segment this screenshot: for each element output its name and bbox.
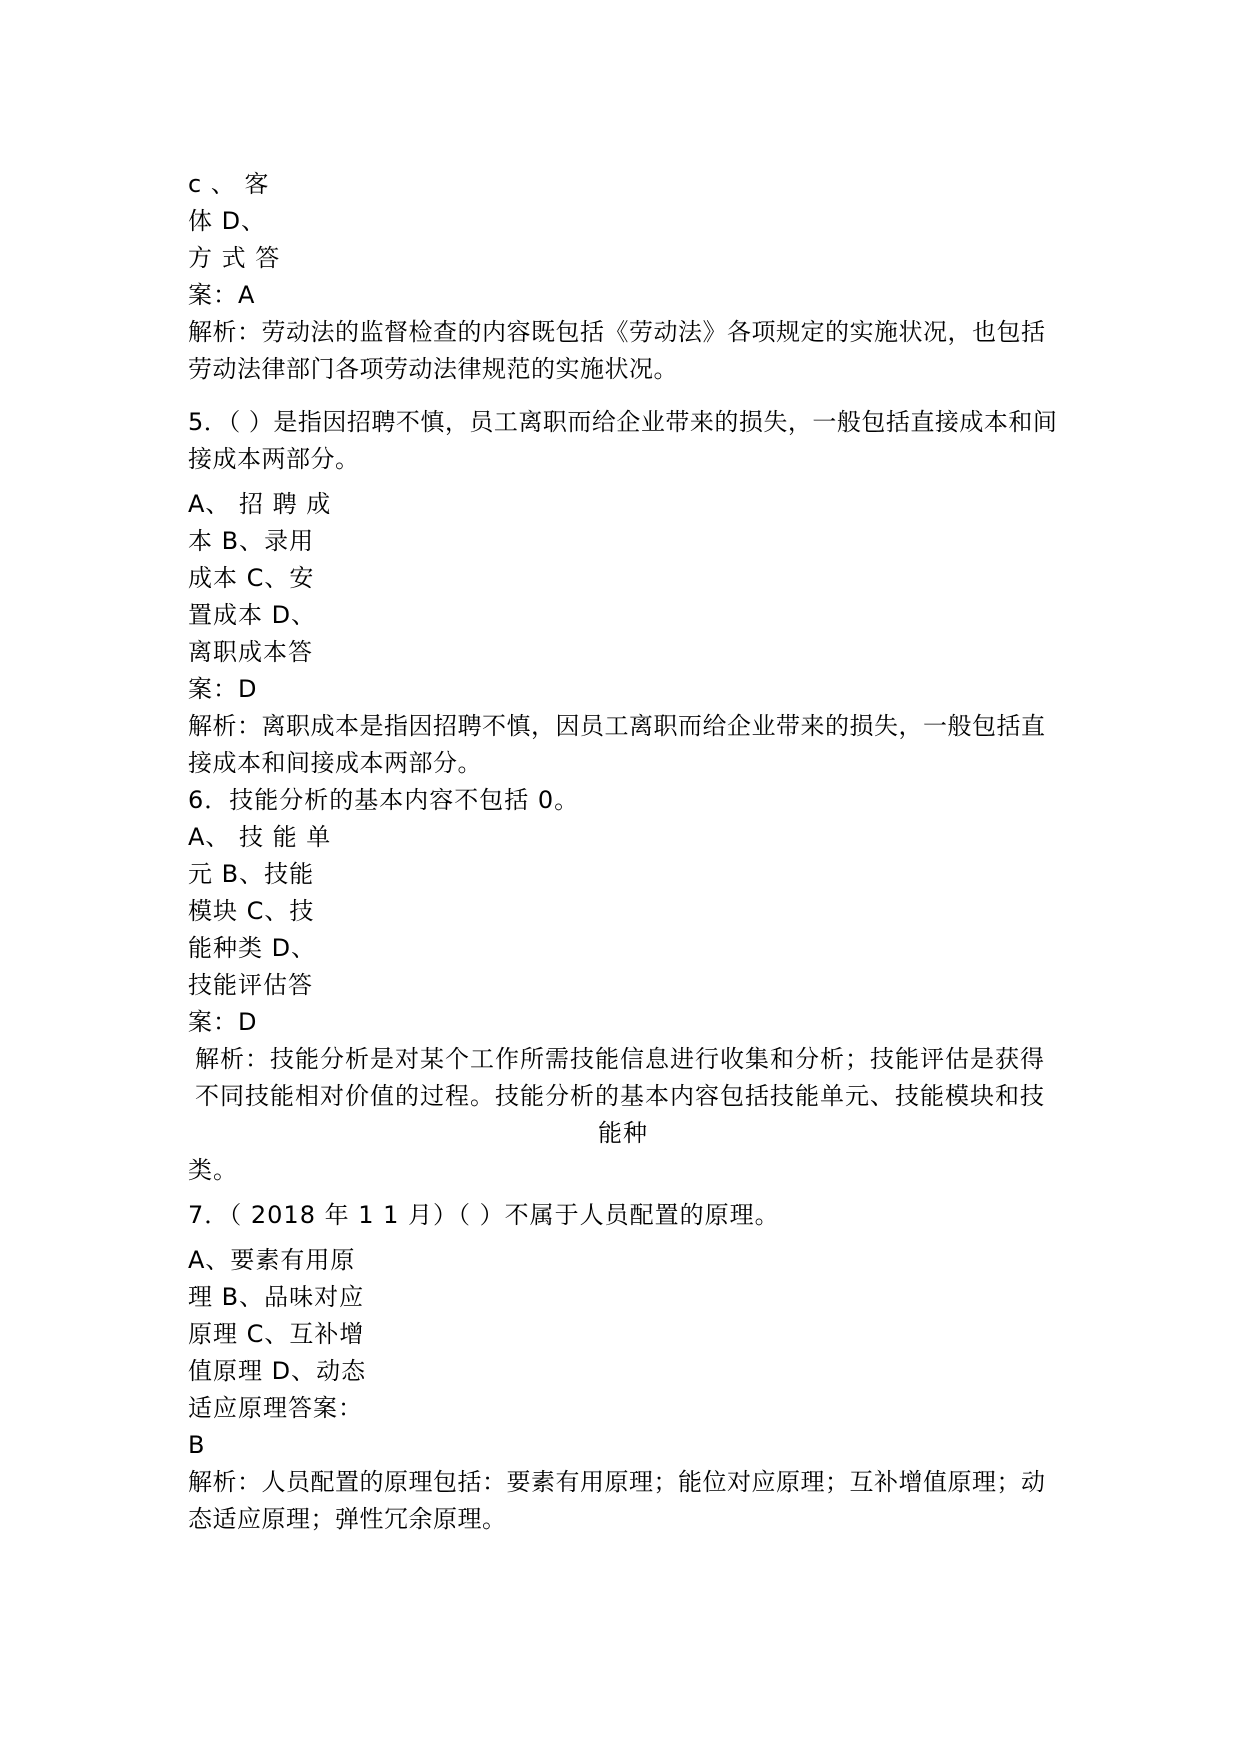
question-5-options <box>188 486 1058 708</box>
option-line: 技能评估答 <box>188 971 313 999</box>
question-6-analysis <box>188 1041 1058 1189</box>
option-line: 值原理 D、动态 <box>188 1357 367 1385</box>
option-line: c 、 客 <box>188 170 270 198</box>
question-5-stem: 5．（ ）是指因招聘不慎，员工离职而给企业带来的损失，一般包括直接成本和间接成本两部分。 <box>188 408 1058 473</box>
option-line: 模块 C、技 <box>188 897 315 925</box>
option-line: 能种类 D、 <box>188 934 317 962</box>
question-7-stem: 7．（ 2018 年 1 1 月）（ ）不属于人员配置的原理。 <box>188 1201 780 1229</box>
option-line: 方 式 答 <box>188 244 281 272</box>
question-4-options <box>188 166 1058 314</box>
answer-line: 案：D <box>188 1008 258 1036</box>
option-line: A、要素有用原 <box>188 1246 356 1274</box>
option-line: A、 技 能 单 <box>188 823 332 851</box>
document-page <box>188 166 1058 1538</box>
option-line: 置成本 D、 <box>188 601 317 629</box>
analysis-line: 不同技能相对价值的过程。技能分析的基本内容包括技能单元、技能模块和技 <box>195 1082 1045 1110</box>
answer-line: 案：A <box>188 281 256 309</box>
option-line: 离职成本答 <box>188 638 313 666</box>
option-line: 适应原理答案： <box>188 1394 363 1422</box>
answer-line: 案：D <box>188 675 258 703</box>
answer-line: B <box>188 1431 206 1459</box>
question-7-options <box>188 1242 1058 1464</box>
option-line: 本 B、录用 <box>188 527 315 555</box>
question-4-analysis: 解析：劳动法的监督检查的内容既包括《劳动法》各项规定的实施状况，也包括劳动法律部门各项劳动法律规范的实施状况。 <box>188 318 1046 383</box>
question-5-analysis: 解析：离职成本是指因招聘不慎，因员工离职而给企业带来的损失，一般包括直接成本和间接成本两部分。 <box>188 712 1046 777</box>
analysis-line: 解析：技能分析是对某个工作所需技能信息进行收集和分析；技能评估是获得 <box>195 1045 1045 1073</box>
question-7-analysis: 解析：人员配置的原理包括：要素有用原理；能位对应原理；互补增值原理；动态适应原理；弹性冗余原理。 <box>188 1468 1046 1533</box>
analysis-line: 类。 <box>188 1156 238 1184</box>
option-line: 原理 C、互补增 <box>188 1320 365 1348</box>
question-6-options <box>188 819 1058 1041</box>
question-6-stem: 6．技能分析的基本内容不包括 0。 <box>188 786 580 814</box>
option-line: 体 D、 <box>188 207 267 235</box>
option-line: 成本 C、安 <box>188 564 315 592</box>
option-line: 理 B、品味对应 <box>188 1283 365 1311</box>
option-line: A、 招 聘 成 <box>188 490 332 518</box>
analysis-line: 能种 <box>598 1119 648 1147</box>
option-line: 元 B、技能 <box>188 860 315 888</box>
